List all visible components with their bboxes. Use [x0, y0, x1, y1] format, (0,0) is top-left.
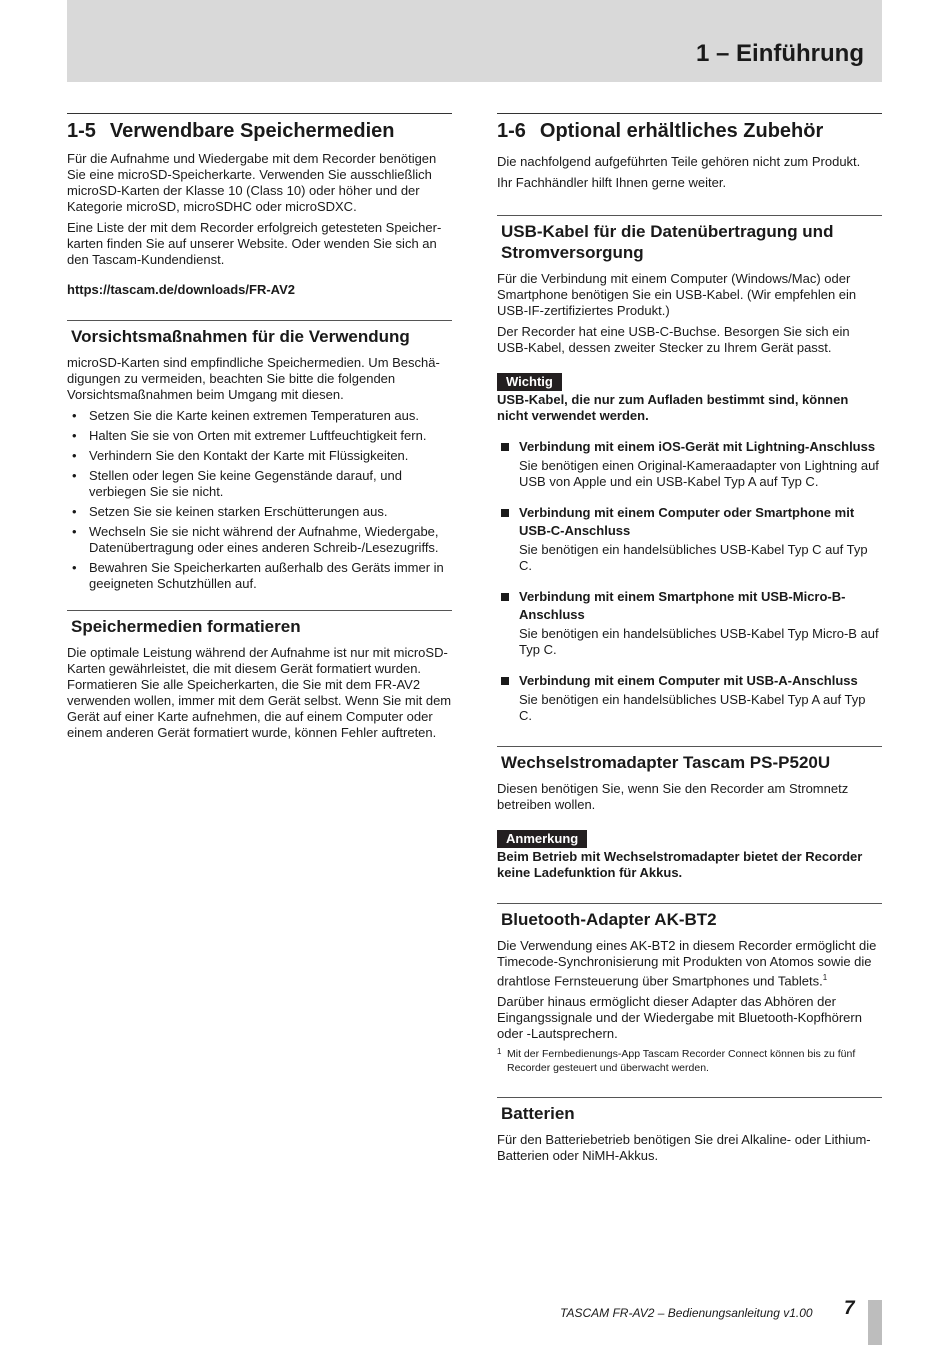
list-item: • Bewahren Sie Speicherkarten außerhalb des Geräts immer in geeigneten Schutzhüllen auf.: [67, 560, 452, 592]
important-note: USB-Kabel, die nur zum Aufladen bestimmt sind, können nicht verwendet werden.: [497, 392, 849, 423]
usb-option-heading: Verbindung mit einem Computer oder Smartphone mit USB-C-Anschluss: [497, 504, 882, 540]
intro-paragraph: Für die Aufnahme und Wiedergabe mit dem Recorder benötigen Sie eine microSD-Speicherkarte. Verwenden Sie ausschließlich microSD-Karten der Klasse 10 (Class 10) oder höher und der Kategorie microSD, microSDHC oder microSDXC.: [67, 151, 437, 214]
adapter-paragraph: Diesen benötigen Sie, wenn Sie den Recorder am Stromnetz betreiben wollen.: [497, 781, 849, 812]
bluetooth-paragraph: Darüber hinaus ermöglicht dieser Adapter das Abhören der Eingangssignale und der Wiedergabe mit Bluetooth-Kopfhörern oder -Lautsprechern.: [497, 994, 862, 1042]
section-number: 1-5: [67, 120, 96, 142]
subsection-heading-usb: USB-Kabel für die Datenübertragung und Stromversorgung: [497, 215, 882, 263]
list-item: • Setzen Sie sie keinen starken Erschütterungen aus.: [67, 504, 452, 520]
precautions-list: [67, 408, 452, 592]
subsection-heading-batteries: Batterien: [497, 1097, 882, 1124]
footnote-mark: 1: [497, 1047, 502, 1057]
section-number: 1-6: [497, 120, 526, 142]
list-item: • Halten Sie sie von Orten mit extremer Luftfeuchtigkeit fern.: [67, 428, 452, 444]
bluetooth-paragraph: [497, 938, 882, 989]
usb-option-item: [497, 588, 882, 658]
usb-option-heading: Verbindung mit einem Smartphone mit USB-Micro-B-Anschluss: [497, 588, 882, 624]
usb-paragraph: Der Recorder hat eine USB-C-Buchse. Besorgen Sie sich ein USB-Kabel, dessen zweiter Stecker zu Ihrem Gerät passt.: [497, 324, 850, 355]
section-title: Optional erhältliches Zubehör: [539, 120, 824, 142]
section-title: Verwendbare Speichermedien: [109, 120, 395, 142]
list-item: • Wechseln Sie sie nicht während der Aufnahme, Wiedergabe, Datenübertragung oder eines anderen Schreib-/Lesezugriffs.: [67, 524, 452, 556]
usb-option-heading: Verbindung mit einem iOS-Gerät mit Lightning-Anschluss: [497, 438, 882, 456]
subsection-heading-adapter: Wechselstromadapter Tascam PS-P520U: [497, 746, 882, 773]
subsection-heading-precautions: Vorsichtsmaßnahmen für die Verwendung: [67, 320, 452, 347]
usb-option-text: Sie benötigen ein handelsübliches USB-Kabel Typ A auf Typ C.: [519, 692, 866, 723]
footnote-text: Mit der Fernbedienungs-App Tascam Recorder Connect können bis zu fünf Recorder gesteuert und überwacht werden.: [507, 1048, 856, 1075]
adapter-note: Beim Betrieb mit Wechselstromadapter bietet der Recorder keine Ladefunktion für Akkus.: [497, 849, 863, 880]
usb-option-item: [497, 672, 882, 724]
intro-paragraph: Die nachfolgend aufgeführten Teile gehören nicht zum Produkt.: [497, 154, 861, 169]
section-heading-1-5: [67, 113, 452, 144]
note-label: Anmerkung: [497, 830, 587, 848]
intro-paragraph: Ihr Fachhändler hilft Ihnen gerne weiter.: [497, 175, 727, 190]
footnote-reference: 1: [822, 973, 828, 982]
subsection-heading-formatting: Speichermedien formatieren: [67, 610, 452, 637]
chapter-title: 1 – Einführung: [696, 40, 864, 67]
left-column: [67, 113, 452, 746]
section-heading-1-6: [497, 113, 882, 144]
batteries-paragraph: Für den Batteriebetrieb benötigen Sie drei Alkaline- oder Lithium-Batterien oder NiMH-Akkus.: [497, 1132, 871, 1164]
list-item: • Stellen oder legen Sie keine Gegenstände darauf, und verbiegen Sie sie nicht.: [67, 468, 452, 500]
footer-manual-title: TASCAM FR-AV2 – Bedienungsanleitung v1.00: [560, 1306, 813, 1320]
important-label: Wichtig: [497, 373, 562, 391]
usb-option-text: Sie benötigen ein handelsübliches USB-Kabel Typ Micro-B auf Typ C.: [519, 626, 879, 657]
usb-option-heading: Verbindung mit einem Computer mit USB-A-Anschluss: [497, 672, 882, 690]
intro-paragraph: Eine Liste der mit dem Recorder erfolgreich getesteten Speicherkarten finden Sie auf unserer Website. Oder wenden Sie sich an den Tascam-Kundendienst.: [67, 220, 442, 267]
usb-option-item: [497, 504, 882, 574]
formatting-paragraph: Die optimale Leistung während der Aufnahme ist nur mit microSD-Karten gewährleistet, die mit diesem Gerät formatiert wurden. Formatieren Sie alle Speicherkarten, die Sie mit dem FR-AV2 verwenden wollen, immer mit dem Gerät selbst. Wenn Sie mit dem Gerät auf einer Karte aufnehmen, die auf einem Computer oder einem anderen Gerät formatiert wurde, können Fehler auftreten.: [67, 645, 452, 740]
usb-option-text: Sie benötigen einen Original-Kameraadapter von Lightning auf USB von Apple und ein USB-Kabel Typ A auf Typ C.: [519, 458, 879, 489]
list-item: • Verhindern Sie den Kontakt der Karte mit Flüssigkeiten.: [67, 448, 452, 464]
subsection-heading-bluetooth: Bluetooth-Adapter AK-BT2: [497, 903, 882, 930]
usb-option-item: [497, 438, 882, 490]
precautions-intro: microSD-Karten sind empfindliche Speichermedien. Um Beschädigungen zu vermeiden, beachten Sie bitte die folgenden Vorsichtsmaßnahmen beim Umgang mit diesen.: [67, 355, 440, 402]
usb-option-text: Sie benötigen ein handelsübliches USB-Kabel Typ C auf Typ C.: [519, 542, 868, 573]
page-number: 7: [844, 1298, 855, 1319]
right-column: [497, 113, 882, 1169]
usb-paragraph: Für die Verbindung mit einem Computer (Windows/Mac) oder Smartphone benötigen Sie ein USB-Kabel. (Wir empfehlen ein USB-IF-zertifiziertes Produkt.): [497, 271, 857, 318]
download-url-link[interactable]: https://tascam.de/downloads/FR-AV2: [67, 282, 296, 297]
footer-tab-marker: [868, 1300, 882, 1345]
list-item: • Setzen Sie die Karte keinen extremen Temperaturen aus.: [67, 408, 452, 424]
bluetooth-text: Die Verwendung eines AK-BT2 in diesem Recorder ermöglicht die Timecode-Synchronisierung mit Produkten von Atomos sowie die drahtlose Fernsteuerung über Smartphones und Tablets.: [497, 938, 877, 989]
footnote: [497, 1047, 882, 1075]
